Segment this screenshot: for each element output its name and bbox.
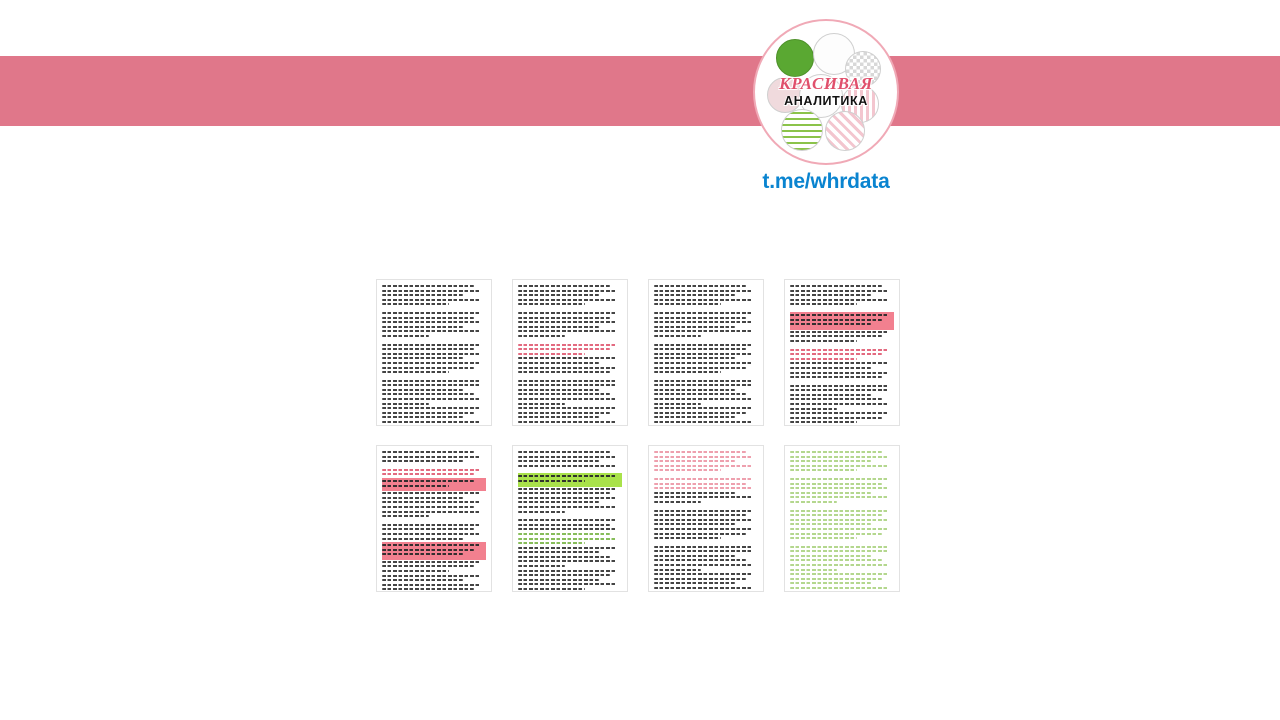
highlight-red	[382, 542, 486, 560]
logo-petal-checkered-icon	[845, 51, 881, 87]
document-page-1-2[interactable]	[512, 279, 628, 426]
document-page-2-4[interactable]	[784, 445, 900, 592]
highlight-red	[382, 478, 486, 491]
logo-title: КРАСИВАЯ	[779, 74, 873, 93]
logo	[753, 19, 899, 165]
logo-petal-diagonal-icon	[825, 111, 865, 151]
document-page-1-4[interactable]	[784, 279, 900, 426]
logo-petal-green-icon	[776, 39, 814, 77]
document-page-1-3[interactable]	[648, 279, 764, 426]
document-page-2-2[interactable]	[512, 445, 628, 592]
document-page-1-1[interactable]	[376, 279, 492, 426]
logo-petal-pink-icon	[767, 77, 803, 113]
logo-petal-striped-green-icon	[781, 109, 823, 151]
document-page-2-1[interactable]	[376, 445, 492, 592]
header-banner	[0, 56, 1280, 126]
document-page-2-3[interactable]	[648, 445, 764, 592]
document-thumbnail-grid	[376, 279, 900, 592]
highlight-green	[518, 473, 622, 486]
telegram-channel-link[interactable]: t.me/whrdata	[762, 170, 890, 193]
logo-subtitle: АНАЛИТИКА	[784, 94, 868, 108]
highlight-red	[790, 312, 894, 330]
